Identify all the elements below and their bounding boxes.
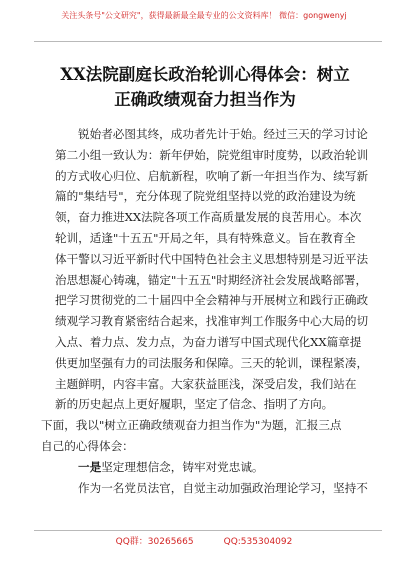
footer-qq-number: QQ:535304092 — [223, 537, 293, 547]
body-line: 下面，我以"树立正确政绩观奋力担当作为"为题，汇报三点 — [41, 418, 342, 433]
title-line-2: 正确政绩观奋力担当作为 — [114, 90, 296, 109]
body-line: 供更加坚强有力的司法服务和保障。三天的轮训，课程紧凑， — [55, 355, 369, 370]
body-line: 领，奋力推进XX法院各项工作高质量发展的良苦用心。本次 — [55, 210, 362, 225]
point-heading — [55, 457, 371, 478]
body-line: 新的历史起点上更好履职，坚定了信念、指明了方向。 — [55, 397, 334, 412]
body-line: 治思想凝心铸魂，锚定"十五五"时期经济社会发展战略部署， — [55, 272, 368, 287]
footer-contact — [0, 536, 408, 548]
body-line: 锐始者必图其终，成功者先计于始。经过三天的学习讨论 — [78, 127, 368, 141]
document-body — [41, 124, 371, 498]
body-line: 把学习贯彻党的二十届四中全会精神与开展树立和践行正确政 — [55, 293, 369, 308]
footer-divider — [34, 530, 382, 531]
body-line: 第二小组一致认为：新年伊始，院党组审时度势，以政治轮训 — [55, 147, 369, 162]
header-banner: 关注头条号"公文研究"，获得最新最全最专业的公文资料库！ 微信：gongwenyj — [61, 11, 347, 20]
body-line: 入点、着力点、发力点，为奋力谱写中国式现代化XX篇章提 — [55, 334, 362, 349]
document-title — [40, 62, 370, 112]
header-divider — [34, 41, 382, 42]
body-line: 体干警以习近平新时代中国特色社会主义思想特别是习近平法 — [55, 251, 369, 266]
body-line: 轮训，适逢"十五五"开局之年，具有特殊意义。旨在教育全 — [55, 230, 356, 245]
body-line: 主题鲜明，内容丰富。大家获益匪浅，深受启发，我们站在 — [55, 376, 357, 391]
body-line: 的方式收心归位、启航新程，吹响了新一年担当作为、续写新 — [55, 168, 369, 183]
body-line: 篇的"集结号"，充分体现了院党组坚持以党的政治建设为统 — [55, 189, 356, 204]
point-lead: 一是 — [78, 459, 102, 474]
footer-qq-group: QQ群：30265665 — [115, 537, 194, 547]
body-line: 自己的心得体会： — [41, 438, 134, 453]
body-line: 绩观学习教育紧密结合起来，找准审判工作服务中心大局的切 — [55, 314, 369, 329]
body-line: 作为一名党员法官，自觉主动加强政治理论学习，坚持不 — [78, 480, 368, 495]
point-text: 坚定理想信念，铸牢对党忠诚。 — [101, 459, 264, 474]
title-line-1: XX法院副庭长政治轮训心得体会：树立 — [60, 65, 350, 84]
